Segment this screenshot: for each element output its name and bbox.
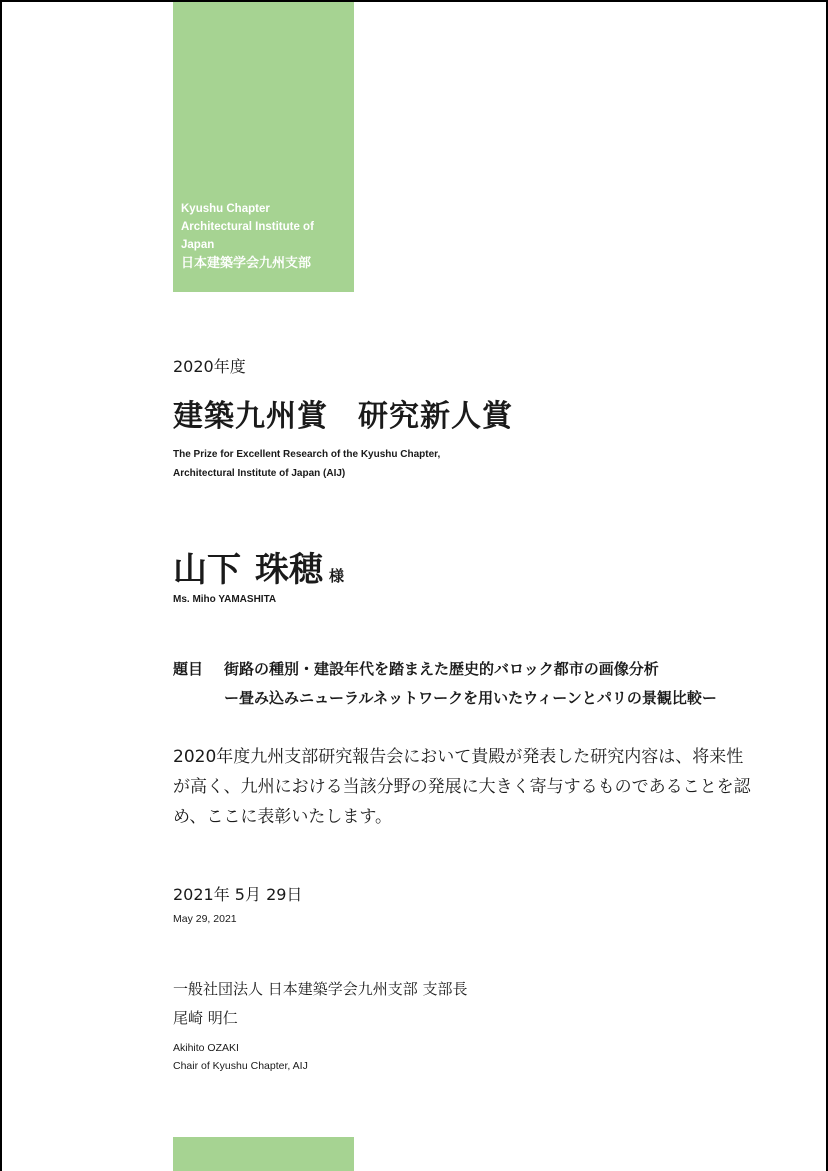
signatory-organization: 一般社団法人 日本建築学会九州支部 支部長 xyxy=(173,980,468,998)
certificate-page xyxy=(2,2,826,1171)
footer-green-band xyxy=(173,1137,354,1171)
signatory-english xyxy=(173,1039,308,1075)
org-english-line3: Japan xyxy=(181,239,215,251)
citation-line3: め、ここに表彰いたします。 xyxy=(173,807,392,827)
award-english-line1: The Prize for Excellent Research of the Kyushu Chapter, xyxy=(173,449,441,460)
signatory-title-english: Chair of Kyushu Chapter, AIJ xyxy=(173,1060,308,1072)
org-english-line2: Architectural Institute of xyxy=(181,221,314,233)
paper-title-line1: 街路の種別・建設年代を踏まえた歴史的バロック都市の画像分析 xyxy=(224,660,659,678)
date-english: May 29, 2021 xyxy=(173,913,237,925)
org-english-line1: Kyushu Chapter xyxy=(181,203,270,215)
award-english-line2: Architectural Institute of Japan (AIJ) xyxy=(173,468,346,479)
organization-block xyxy=(181,200,348,274)
citation-line2: が高く、九州における当該分野の発展に大きく寄与するものであることを認 xyxy=(173,777,751,797)
signatory-name-english: Akihito OZAKI xyxy=(173,1042,239,1054)
header-green-band xyxy=(173,2,354,292)
recipient-name-english: Ms. Miho YAMASHITA xyxy=(173,594,277,605)
paper-title-line2: ー畳み込みニューラルネットワークを用いたウィーンとパリの景観比較ー xyxy=(224,689,717,707)
recipient-surname: 山下 xyxy=(173,550,241,590)
recipient-given-name: 珠穂 xyxy=(255,550,323,590)
award-year: 2020年度 xyxy=(173,357,246,376)
signatory-name: 尾崎 明仁 xyxy=(173,1009,238,1027)
award-name-part2: 研究新人賞 xyxy=(358,399,513,434)
citation-line1: 2020年度九州支部研究報告会において貴殿が発表した研究内容は、将来性 xyxy=(173,747,744,767)
date-japanese: 2021年 5月 29日 xyxy=(173,885,303,904)
award-english xyxy=(173,445,440,483)
paper-title-label: 題目 xyxy=(173,660,204,678)
org-japanese: 日本建築学会九州支部 xyxy=(181,256,312,271)
recipient-name xyxy=(173,542,344,591)
citation-text xyxy=(173,742,751,832)
award-title xyxy=(173,391,513,435)
award-name-part1: 建築九州賞 xyxy=(173,399,328,434)
recipient-honorific: 様 xyxy=(329,567,345,585)
